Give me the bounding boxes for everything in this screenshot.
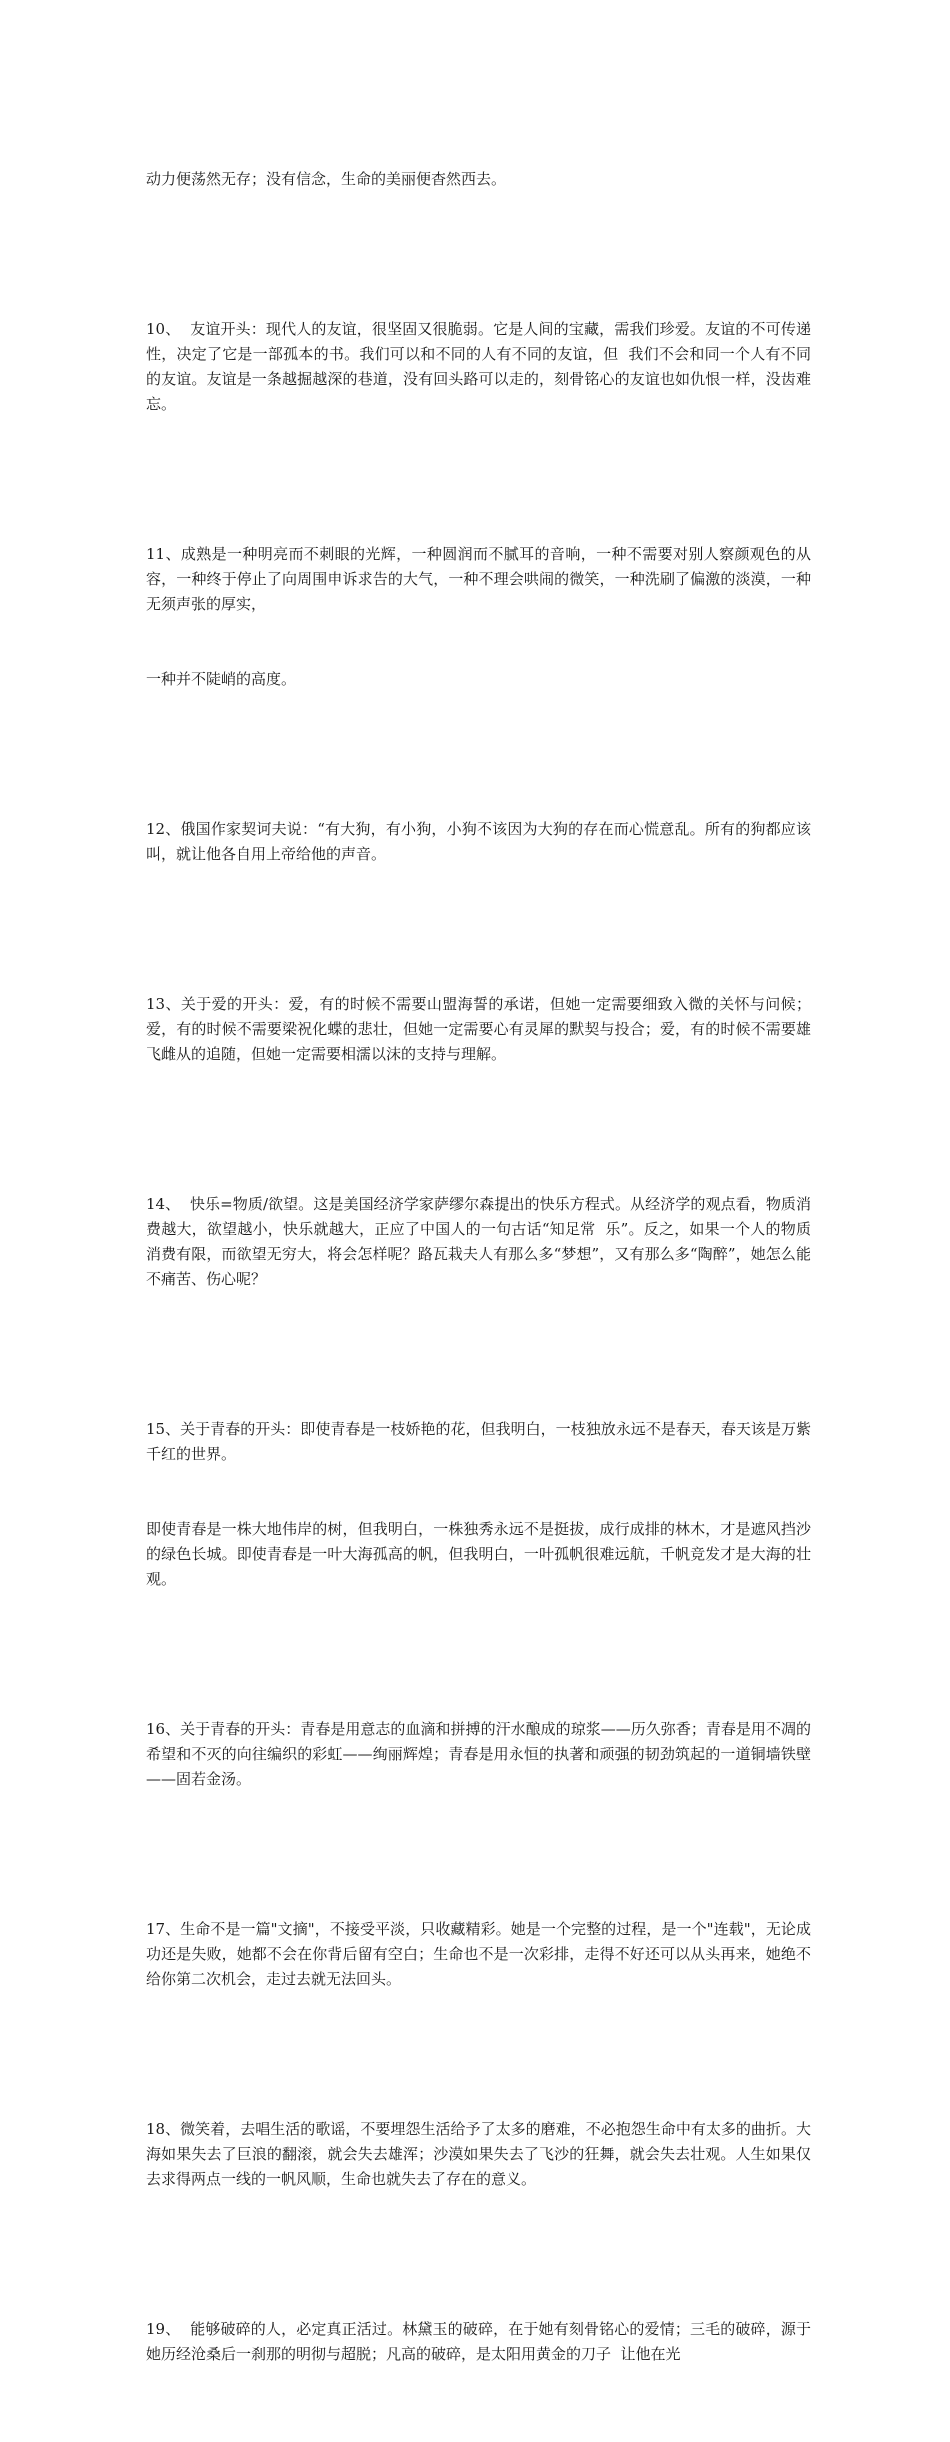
paragraph-line: 10、 友谊开头：现代人的友谊，很坚固又很脆弱。它是人间的宝藏，需我们珍爱。友谊的不可传递性，决定了它是一部孤本的书。我们可以和不同的人有不同的友谊，但 我们不会和同一个人有不同的友谊。友谊是一条越掘越深的巷道，没有回头路可以走的，刻骨铭心的友谊也如仇恨一样，没齿难忘。: [146, 320, 811, 413]
paragraph-13-love: [146, 942, 811, 1117]
paragraph-line: 即使青春是一株大地伟岸的树，但我明白，一株独秀永远不是挺拔，成行成排的林木，才是遮风挡沙的绿色长城。即使青春是一叶大海孤高的帆，但我明白，一叶孤帆很难远航，千帆竞发才是大海的壮观。: [146, 1520, 811, 1588]
paragraph-line: 13、关于爱的开头：爱，有的时候不需要山盟海誓的承诺，但她一定需要细致入微的关怀与问候；爱，有的时候不需要梁祝化蝶的悲壮，但她一定需要心有灵犀的默契与投合；爱，有的时候不需要雄飞雌从的追随，但她一定需要相濡以沫的支持与理解。: [146, 995, 811, 1063]
paragraph-19-broken: [146, 2267, 811, 2417]
paragraph-continuation: [146, 117, 811, 242]
paragraph-line: 15、关于青春的开头：即使青春是一枝娇艳的花，但我明白，一枝独放永远不是春天，春天该是万紫千红的世界。: [146, 1420, 811, 1463]
paragraph-17-life: [146, 1867, 811, 2042]
paragraph-16-youth: [146, 1667, 811, 1842]
document-page: [146, 117, 811, 2442]
paragraph-line: 19、 能够破碎的人，必定真正活过。林黛玉的破碎，在于她有刻骨铭心的爱情；三毛的破碎，源于她历经沧桑后一刹那的明彻与超脱；凡高的破碎，是太阳用黄金的刀子 让他在光: [146, 2320, 811, 2363]
paragraph-line: 11、成熟是一种明亮而不刺眼的光辉，一种圆润而不腻耳的音响，一种不需要对别人察颜观色的从容，一种终于停止了向周围申诉求告的大气，一种不理会哄闹的微笑，一种洗刷了偏激的淡漠，一种无须声张的厚实，: [146, 545, 811, 613]
paragraph-line: 一种并不陡峭的高度。: [146, 670, 297, 688]
paragraph-line: 动力便荡然无存；没有信念，生命的美丽便杳然西去。: [146, 170, 507, 188]
paragraph-14-happiness: [146, 1142, 811, 1342]
paragraph-15-youth: [146, 1367, 811, 1642]
paragraph-line: 17、生命不是一篇"文摘"，不接受平淡，只收藏精彩。她是一个完整的过程，是一个"连载"，无论成功还是失败，她都不会在你背后留有空白；生命也不是一次彩排，走得不好还可以从头再来，她绝不给你第二次机会，走过去就无法回头。: [146, 1920, 811, 1988]
paragraph-line: 18、微笑着，去唱生活的歌谣，不要埋怨生活给予了太多的磨难，不必抱怨生命中有太多的曲折。大海如果失去了巨浪的翻滚，就会失去雄浑；沙漠如果失去了飞沙的狂舞，就会失去壮观。人生如果仅去求得两点一线的一帆风顺，生命也就失去了存在的意义。: [146, 2120, 811, 2188]
paragraph-10-friendship: [146, 267, 811, 467]
paragraph-line: 12、俄国作家契诃夫说：“有大狗，有小狗，小狗不该因为大狗的存在而心慌意乱。所有的狗都应该叫，就让他各自用上帝给他的声音。: [146, 820, 811, 863]
paragraph-11-maturity: [146, 492, 811, 742]
paragraph-line: 16、关于青春的开头：青春是用意志的血滴和拼搏的汗水酿成的琼浆——历久弥香；青春是用不凋的希望和不灭的向往编织的彩虹——绚丽辉煌；青春是用永恒的执著和顽强的韧劲筑起的一道铜墙铁壁——固若金汤。: [146, 1720, 811, 1788]
paragraph-line: 14、 快乐=物质/欲望。这是美国经济学家萨缪尔森提出的快乐方程式。从经济学的观点看，物质消费越大，欲望越小，快乐就越大，正应了中国人的一句古话“知足常 乐”。反之，如果一个人的物质消费有限，而欲望无穷大，将会怎样呢？路瓦栽夫人有那么多“梦想”，又有那么多“陶醉”，她怎么能不痛苦、伤心呢？: [146, 1195, 811, 1288]
paragraph-18-smile: [146, 2067, 811, 2242]
paragraph-12-chekhov: [146, 767, 811, 917]
